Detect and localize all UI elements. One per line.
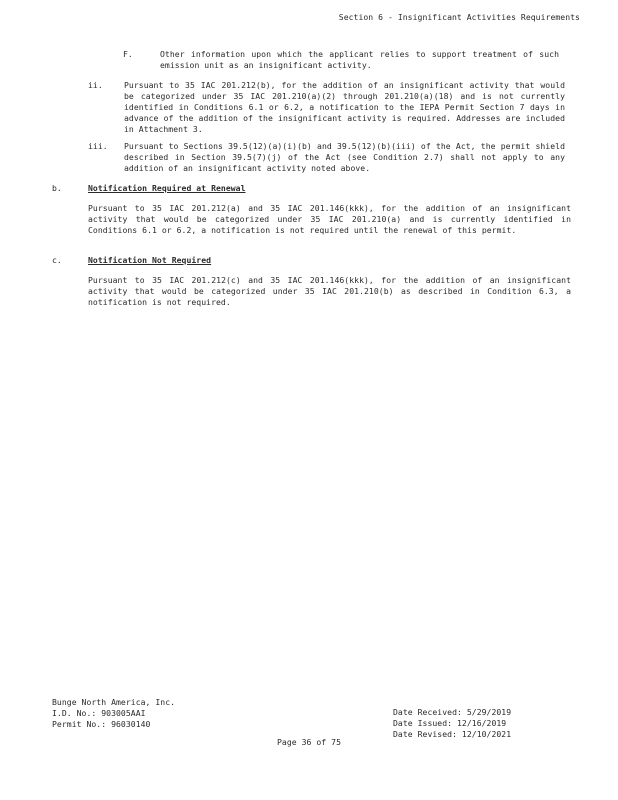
section-c-label: c. xyxy=(52,255,62,265)
id-number: I.D. No.: 903005AAI xyxy=(52,708,146,719)
footer-left xyxy=(52,697,272,730)
section-c-title: Notification Not Required xyxy=(88,255,212,265)
item-text: Pursuant to 35 IAC 201.212(b), for the addition of an insignificant activity that would be categorized under 35 IAC 201.210(a)(2) through 201.210(a)(18) and is not currently identified in Conditions 6.1 or 6.2, a notification to the IEPA Permit Section 7 days in advance of the addition of the insignificant activity is required. Addresses are included in Attachment 3. xyxy=(124,80,565,135)
section-b-title: Notification Required at Renewal xyxy=(88,183,246,193)
date-received: Date Received: 5/29/2019 xyxy=(393,707,512,717)
item-label: ii. xyxy=(88,80,103,90)
list-item-ii xyxy=(88,80,565,135)
item-label: F. xyxy=(123,49,133,59)
permit-number: Permit No.: 96030140 xyxy=(52,719,151,730)
item-text: Other information upon which the applicant relies to support treatment of such emission unit as an insignificant activity. xyxy=(160,49,559,71)
section-c-body: Pursuant to 35 IAC 201.212(c) and 35 IAC 201.146(kkk), for the addition of an insignificant activity that would be categorized under 35 IAC 201.210(b) as described in Condition 6.3, a notification is not required. xyxy=(88,275,571,308)
date-issued: Date Issued: 12/16/2019 xyxy=(393,718,507,729)
list-item-f xyxy=(123,49,559,71)
section-b-label: b. xyxy=(52,183,62,193)
section-b-body: Pursuant to 35 IAC 201.212(a) and 35 IAC 201.146(kkk), for the addition of an insignificant activity that would be categorized under 35 IAC 201.210(a) and is currently identified in Conditions 6.1 or 6.2, a notification is not required until the renewal of this permit. xyxy=(88,203,571,236)
company-name: Bunge North America, Inc. xyxy=(52,697,176,707)
list-item-iii xyxy=(88,141,565,174)
date-revised: Date Revised: 12/10/2021 xyxy=(393,729,512,740)
item-label: iii. xyxy=(88,141,108,151)
item-text: Pursuant to Sections 39.5(12)(a)(i)(b) and 39.5(12)(b)(iii) of the Act, the permit shield described in Section 39.5(7)(j) of the Act (see Condition 2.7) shall not apply to any addition of an insignificant activity noted above. xyxy=(124,141,565,174)
footer-right xyxy=(393,707,593,740)
section-header: Section 6 - Insignificant Activities Requirements xyxy=(338,12,580,22)
page-number: Page 36 of 75 xyxy=(277,737,341,747)
